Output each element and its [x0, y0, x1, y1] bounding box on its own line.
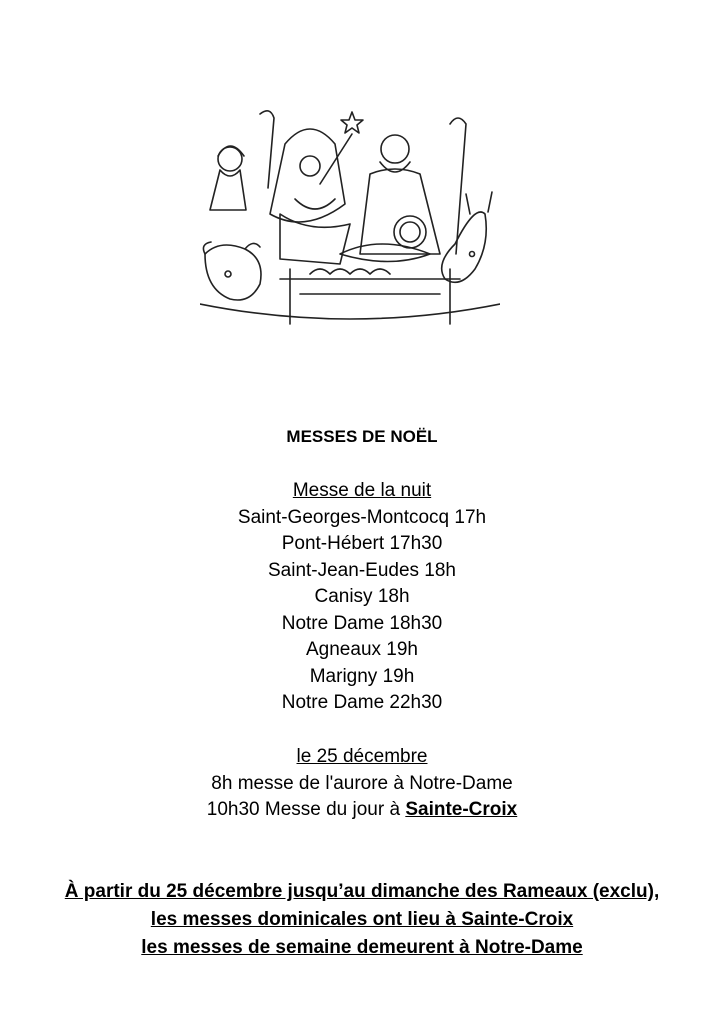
- notice-line: les messes de semaine demeurent à Notre-Dame: [141, 937, 583, 958]
- notice-line: les messes dominicales ont lieu à Sainte-Croix: [150, 909, 574, 930]
- notice-line: À partir du 25 décembre jusqu’au dimanche des Rameaux (exclu),: [64, 881, 660, 902]
- christmas-day-heading: le 25 décembre: [296, 746, 428, 767]
- mass-item: Pont-Hébert 17h30: [281, 533, 443, 554]
- dawn-mass: 8h messe de l'aurore à Notre-Dame: [211, 772, 513, 794]
- christmas-day-section: [0, 744, 724, 824]
- notice-section: [0, 878, 724, 962]
- mass-item: Marigny 19h: [309, 665, 415, 687]
- nativity-illustration: [200, 104, 500, 330]
- night-mass-section: [0, 478, 724, 717]
- day-mass-place: Sainte-Croix: [405, 799, 518, 820]
- mass-item: Saint-Georges-Montcocq 17h: [237, 506, 487, 528]
- mass-item: Saint-Jean-Eudes 18h: [267, 559, 456, 581]
- page-title: MESSES DE NOËL: [286, 427, 438, 446]
- night-mass-heading: Messe de la nuit: [292, 480, 432, 501]
- mass-item: Notre Dame 18h30: [281, 612, 443, 634]
- mass-item: Notre Dame 22h30: [281, 692, 443, 713]
- day-mass-text: 10h30 Messe du jour à: [206, 799, 406, 820]
- day-mass: [0, 797, 724, 824]
- mass-item: Canisy 18h: [314, 586, 410, 607]
- mass-item: Agneaux 19h: [306, 639, 418, 660]
